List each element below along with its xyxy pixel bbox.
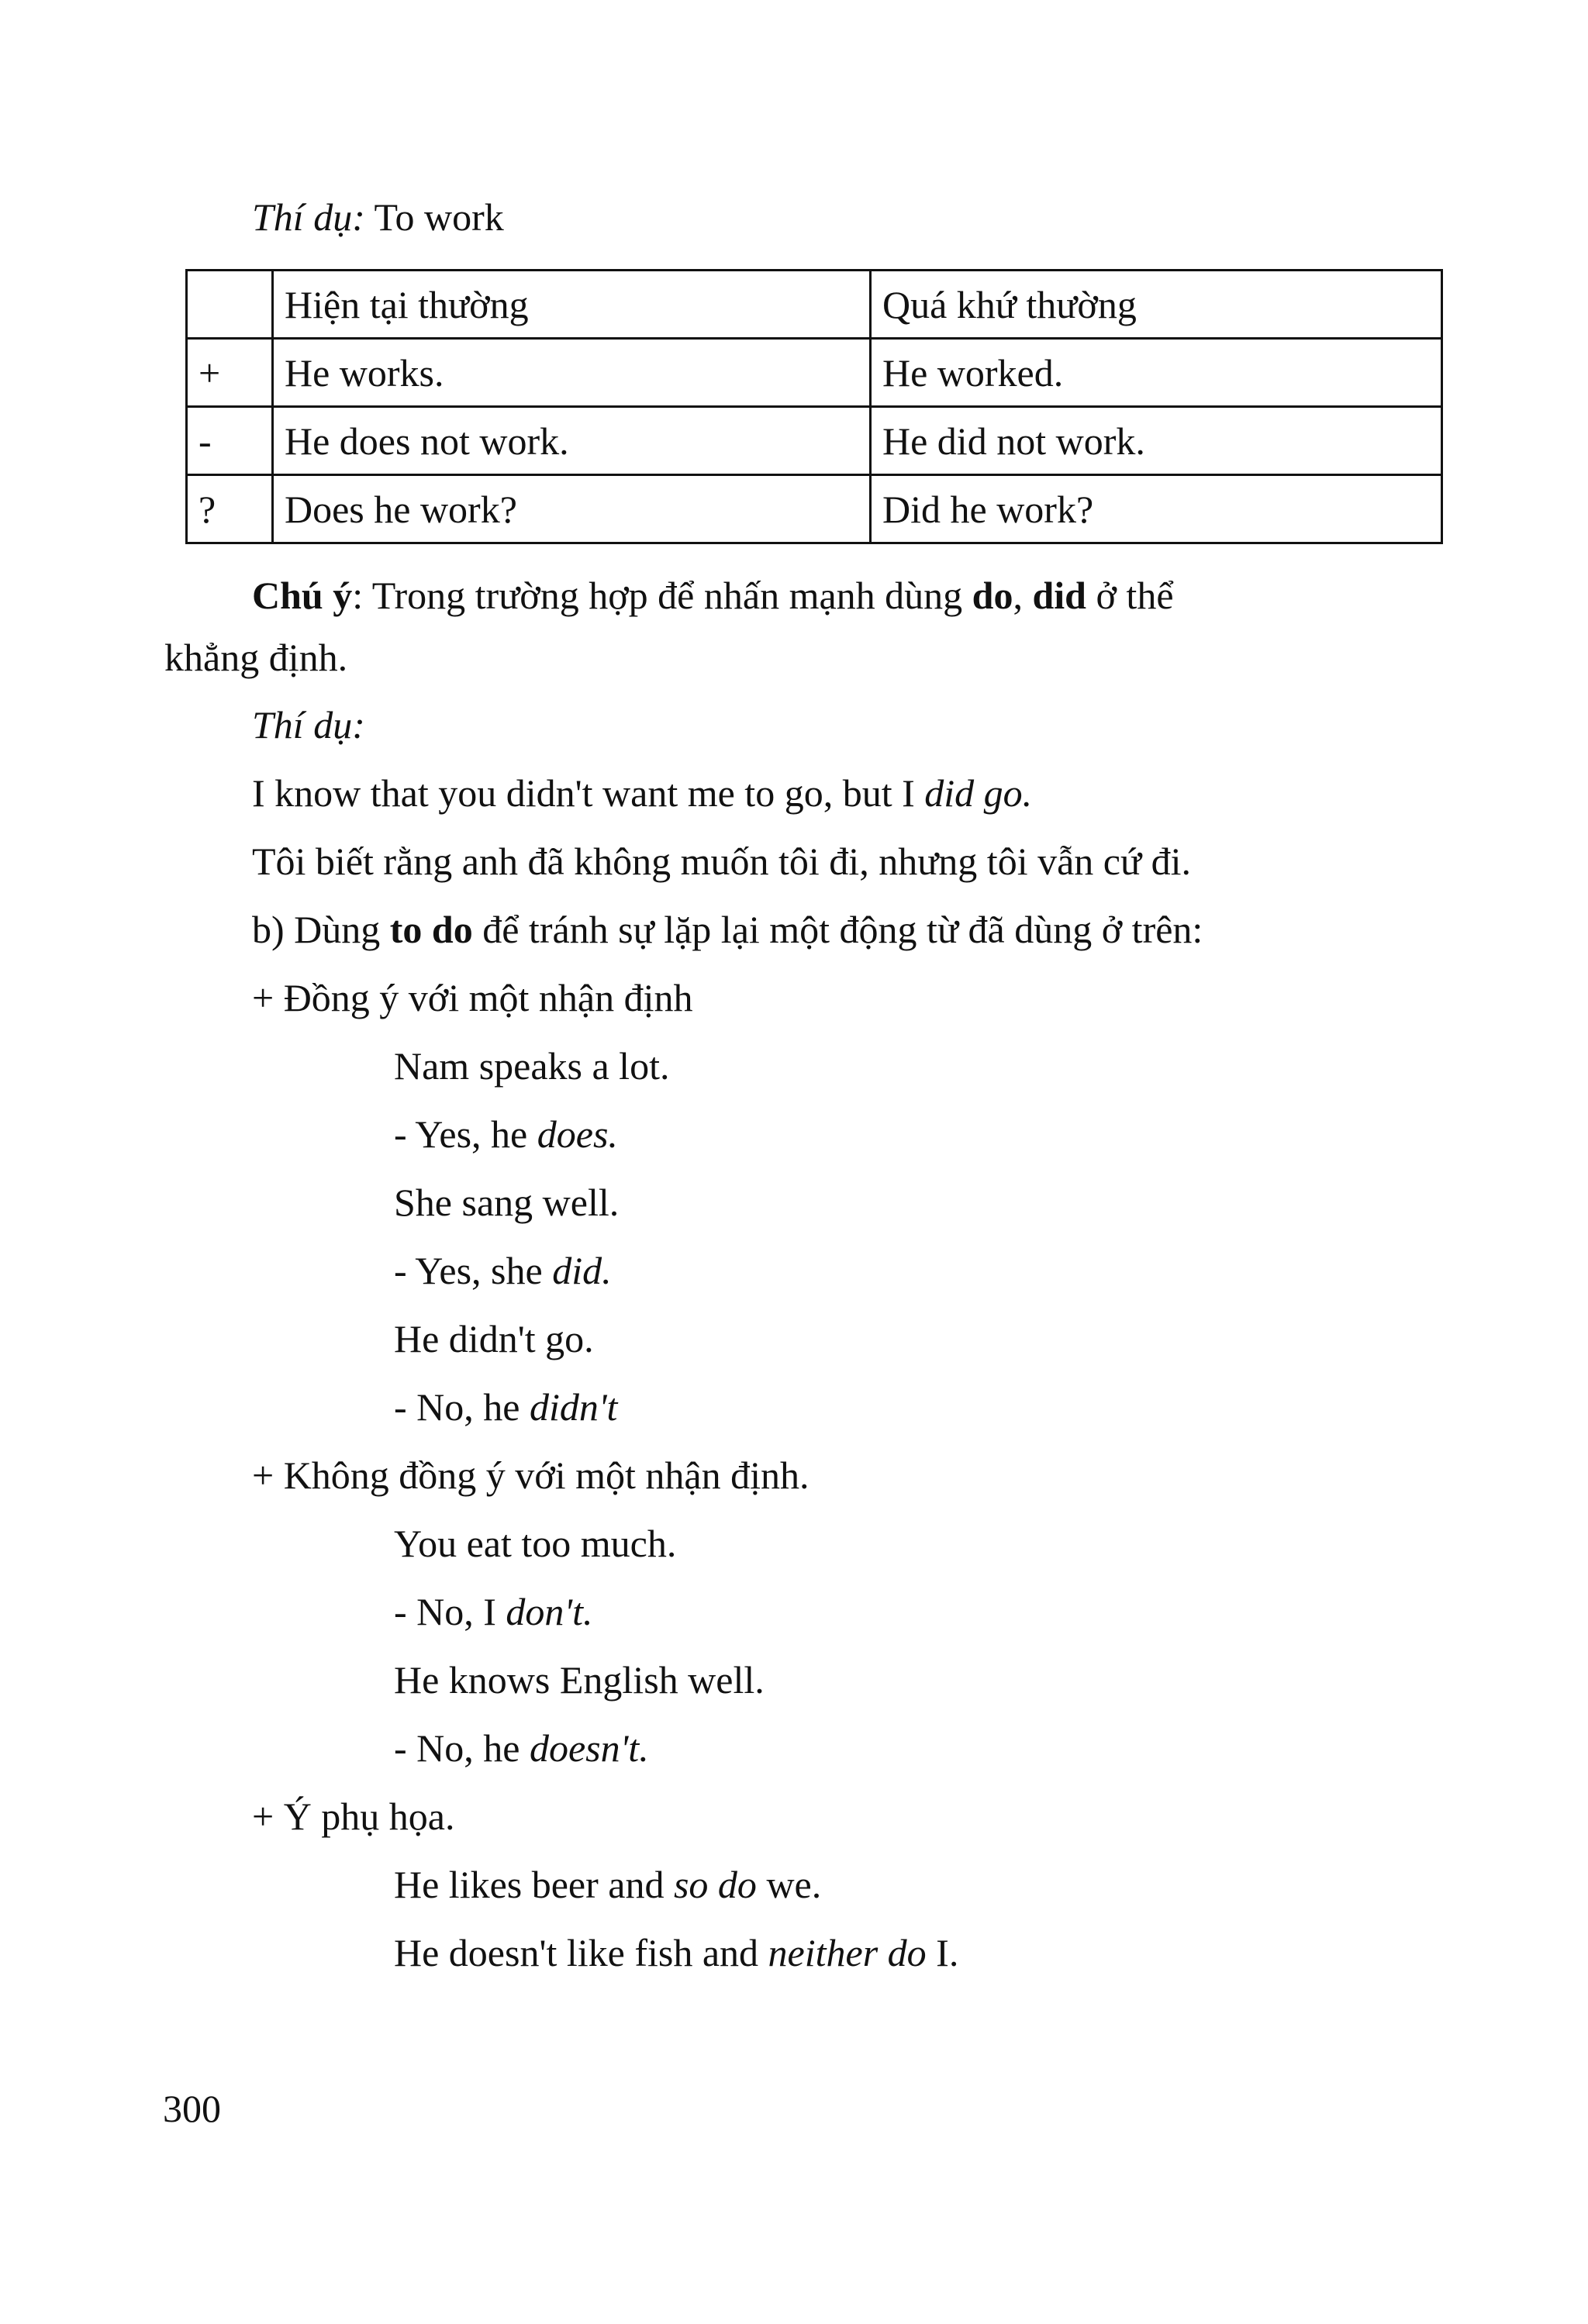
reply-prefix: - No, he — [394, 1385, 530, 1429]
note-paragraph — [252, 572, 1174, 619]
note-keyword-did: did — [1032, 574, 1086, 617]
example-heading — [252, 194, 504, 240]
reply-emph: didn't — [529, 1385, 618, 1429]
note-text-end: ở thể — [1086, 574, 1174, 617]
table-cell-present: Does he work? — [273, 475, 871, 543]
reply-prefix: - No, he — [394, 1726, 530, 1770]
note-label: Chú ý — [252, 574, 353, 617]
agree-reply — [394, 1111, 618, 1157]
reply-emph: don't. — [506, 1590, 593, 1633]
table-cell-present: He works. — [273, 339, 871, 407]
table-cell-past: Did he work? — [871, 475, 1442, 543]
disagree-reply — [394, 1725, 649, 1771]
example-2-english-text: I know that you didn't want me to go, but I — [252, 771, 925, 815]
echo-line — [394, 1929, 958, 1976]
note-text: : Trong trường hợp để nhấn mạnh dùng — [352, 574, 972, 617]
table-header-row — [187, 271, 1442, 339]
example-label: Thí dụ: — [252, 195, 365, 239]
conjugation-table — [185, 269, 1443, 544]
note-comma: , — [1013, 574, 1033, 617]
reply-prefix: - Yes, she — [394, 1249, 553, 1292]
section-b-prefix: b) Dùng — [252, 908, 390, 951]
table-header-past: Quá khứ thường — [871, 271, 1442, 339]
reply-emph: doesn't. — [529, 1726, 649, 1770]
table-header-present: Hiện tại thường — [273, 271, 871, 339]
table-row — [187, 339, 1442, 407]
page-number: 300 — [163, 2087, 221, 2130]
echo-emph: neither do — [768, 1931, 927, 1974]
agree-statement: Nam speaks a lot. — [394, 1044, 670, 1088]
example-text: To work — [364, 195, 504, 239]
disagree-statement: He knows English well. — [394, 1658, 765, 1702]
table-cell-sign: + — [187, 339, 273, 407]
example-2-english-emph: did go. — [924, 771, 1033, 815]
table-cell-past: He worked. — [871, 339, 1442, 407]
agree-statement: She sang well. — [394, 1181, 620, 1224]
section-b — [252, 906, 1203, 953]
reply-emph: did. — [552, 1249, 612, 1292]
agree-heading: + Đồng ý với một nhận định — [252, 976, 693, 1019]
disagree-statement: You eat too much. — [394, 1522, 677, 1565]
note-continuation: khẳng định. — [164, 636, 348, 679]
example-2-english — [252, 770, 1032, 816]
echo-suffix: I. — [926, 1931, 959, 1974]
table-row — [187, 407, 1442, 475]
echo-line — [394, 1861, 821, 1908]
example-2-label — [252, 702, 365, 748]
disagree-heading: + Không đồng ý với một nhận định. — [252, 1453, 810, 1497]
echo-prefix: He likes beer and — [394, 1863, 674, 1906]
reply-emph: does. — [537, 1112, 618, 1156]
echo-heading: + Ý phụ họa. — [252, 1795, 455, 1838]
echo-suffix: we. — [756, 1863, 822, 1906]
table-cell-sign: - — [187, 407, 273, 475]
reply-prefix: - No, I — [394, 1590, 506, 1633]
section-b-keyword: to do — [389, 908, 473, 951]
table-cell-sign-header — [187, 271, 273, 339]
agree-reply — [394, 1247, 612, 1294]
reply-prefix: - Yes, he — [394, 1112, 537, 1156]
example-2-vietnamese: Tôi biết rằng anh đã không muốn tôi đi, nhưng tôi vẫn cứ đi. — [252, 840, 1191, 883]
note-keyword-do: do — [972, 574, 1013, 617]
echo-emph: so do — [673, 1863, 757, 1906]
table-cell-sign: ? — [187, 475, 273, 543]
agree-statement: He didn't go. — [394, 1317, 594, 1360]
agree-reply — [394, 1384, 617, 1430]
section-b-suffix: để tránh sự lặp lại một động từ đã dùng ở trên: — [472, 908, 1203, 951]
table-cell-past: He did not work. — [871, 407, 1442, 475]
echo-prefix: He doesn't like fish and — [394, 1931, 768, 1974]
table-row — [187, 475, 1442, 543]
table-cell-present: He does not work. — [273, 407, 871, 475]
example-2-label-text: Thí dụ: — [252, 703, 365, 747]
disagree-reply — [394, 1588, 593, 1635]
